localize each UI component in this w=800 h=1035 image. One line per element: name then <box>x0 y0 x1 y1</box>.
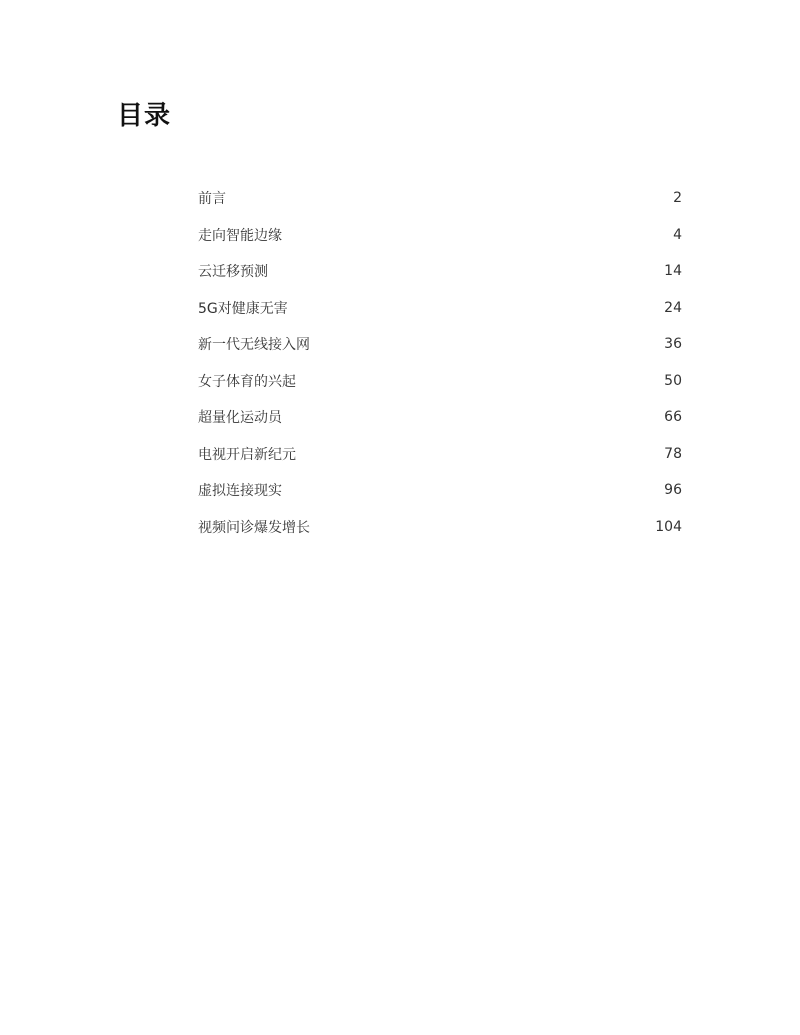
toc-entry-page-number: 104 <box>655 518 682 535</box>
toc-entry-title: 前言 <box>198 191 226 208</box>
toc-entry-page-number: 96 <box>664 482 682 499</box>
toc-entry[interactable] <box>198 217 682 254</box>
toc-entry-page-number: 66 <box>664 409 682 426</box>
toc-entry-page-number: 4 <box>673 226 682 243</box>
toc-entry[interactable] <box>198 290 682 327</box>
toc-entry-page-number: 24 <box>664 299 682 316</box>
toc-entry-title: 视频问诊爆发增长 <box>198 519 310 536</box>
toc-entry-title: 电视开启新纪元 <box>198 446 296 463</box>
toc-entry[interactable] <box>198 253 682 290</box>
toc-entry-page-number: 50 <box>664 372 682 389</box>
toc-entry[interactable] <box>198 472 682 509</box>
toc-entry-page-number: 2 <box>673 190 682 207</box>
toc-entry[interactable] <box>198 399 682 436</box>
page-title: 目录 <box>117 101 172 131</box>
table-of-contents <box>198 180 682 545</box>
toc-entry-page-number: 14 <box>664 263 682 280</box>
toc-entry-page-number: 78 <box>664 445 682 462</box>
toc-entry-title: 走向智能边缘 <box>198 227 282 244</box>
toc-entry[interactable] <box>198 180 682 217</box>
toc-entry-title: 新一代无线接入网 <box>198 337 310 354</box>
toc-entry-title: 云迁移预测 <box>198 264 268 281</box>
toc-entry-title: 5G对健康无害 <box>198 300 288 317</box>
toc-entry-title: 女子体育的兴起 <box>198 373 296 390</box>
toc-entry[interactable] <box>198 326 682 363</box>
toc-entry[interactable] <box>198 509 682 546</box>
toc-entry-title: 超量化运动员 <box>198 410 282 427</box>
toc-entry[interactable] <box>198 363 682 400</box>
toc-entry[interactable] <box>198 436 682 473</box>
toc-entry-title: 虚拟连接现实 <box>198 483 282 500</box>
toc-entry-page-number: 36 <box>664 336 682 353</box>
